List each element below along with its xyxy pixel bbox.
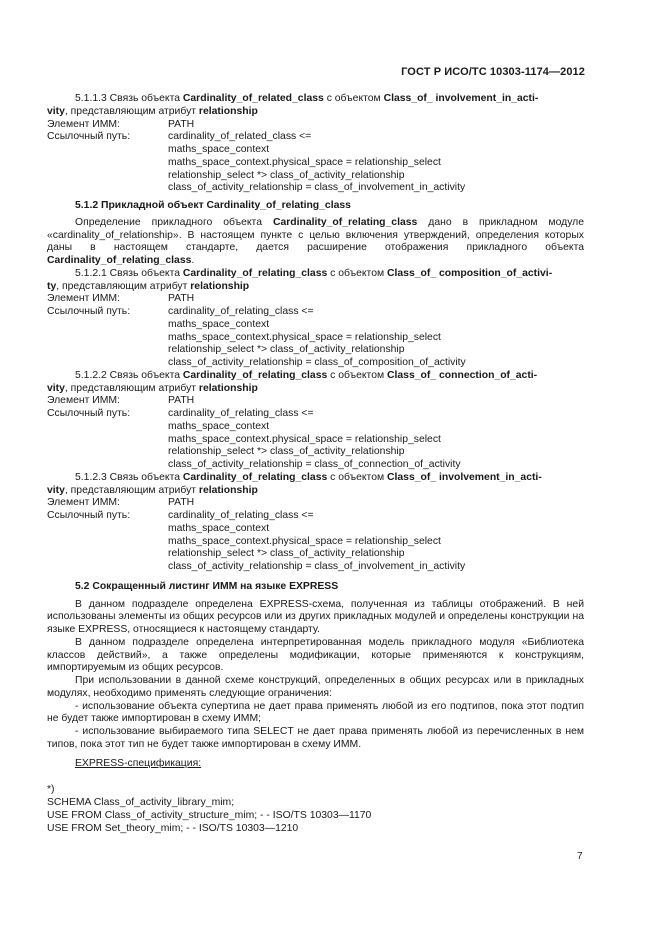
element-row [47,395,584,408]
entity-name: Cardinality_of_relating_class [182,267,328,279]
attribute-name: relationship [198,105,258,117]
clause-5-1-2-1 [47,268,584,281]
path-row [47,306,584,319]
path-line: maths_space_context [168,420,270,432]
clause-text: с объектом [327,267,388,279]
path-line: relationship_select *> class_of_activity_relationship [168,446,405,458]
section-heading-5-1-2: 5.1.2 Прикладной объект Cardinality_of_relating_class [75,200,351,211]
clause-5-1-2-3-cont [47,485,584,498]
entity-name: vity [47,484,65,496]
entity-name: Cardinality_of_relating_class [182,471,328,483]
element-label: Элемент ИММ: [47,497,120,509]
clause-text: с объектом [323,93,384,104]
path-line: relationship_select *> class_of_activity_relationship [168,169,405,181]
clause-5-1-2-3 [47,472,584,485]
path-line: maths_space_context.physical_space = relationship_select [168,156,441,168]
paragraph-5-1-2 [47,217,584,268]
entity-name: Cardinality_of_relating_class [182,369,328,381]
path-line: maths_space_context.physical_space = relationship_select [168,433,441,445]
entity-name: ty [47,280,57,292]
element-value: PATH [168,395,195,407]
entity-name: Class_of_ involvement_in_acti- [383,93,539,104]
path-line: cardinality_of_relating_class <= [168,408,314,419]
path-line: cardinality_of_relating_class <= [168,306,314,317]
code-line: USE FROM Class_of_activity_structure_mim; - - ISO/TS 10303—1170 [47,809,372,821]
path-line: class_of_activity_relationship = class_of_involvement_in_activity [168,561,466,572]
path-row [47,408,584,421]
section-heading-5-2: 5.2 Сокращенный листинг ИММ на языке EXPRESS [75,580,339,592]
entity-name: Class_of_ involvement_in_acti- [387,471,542,483]
clause-text: , представляющим атрибут [56,280,191,292]
path-line: maths_space_context.physical_space = relationship_select [168,535,441,547]
path-line: cardinality_of_related_class <= [168,131,312,143]
clause-5-1-1-3-cont [47,106,584,119]
clause-text: 5.1.1.3 Связь объекта [75,93,183,104]
code-line: USE FROM Set_theory_mim; - - ISO/TS 10303—1210 [47,822,299,834]
path-line: class_of_activity_relationship = class_of_composition_of_activity [168,357,466,368]
document-header: ГОСТ Р ИСО/ТС 10303-1174—2012 [401,66,585,78]
element-row [47,293,584,306]
clause-text: с объектом [327,471,388,483]
attribute-name: relationship [198,484,258,496]
path-line: class_of_activity_relationship = class_of_connection_of_activity [168,459,461,470]
element-row [47,119,584,132]
path-line: cardinality_of_relating_class <= [168,510,314,521]
paragraph-text: Определение прикладного объекта [75,216,273,228]
list-item: - использование выбираемого типа SELECT не дает права применять любой из перечисленных в нем типов, пока этот тип не будет также импортирован в схему ИММ. [47,726,584,750]
entity-name: Class_of_ connection_of_acti- [387,369,538,381]
path-line: relationship_select *> class_of_activity_relationship [168,548,405,560]
path-line: maths_space_context.physical_space = relationship_select [168,331,441,343]
path-row [47,131,584,144]
path-line: maths_space_context [168,318,270,330]
element-label: Элемент ИММ: [47,395,120,407]
path-row [47,510,584,523]
path-line: maths_space_context [168,522,270,534]
element-value: PATH [168,118,195,130]
spacer [47,770,584,784]
code-line: *) [47,784,55,796]
clause-5-1-1-3 [47,93,584,106]
clause-text: , представляющим атрибут [64,382,199,394]
path-label: Ссылочный путь: [47,306,131,317]
page-number: 7 [577,851,583,862]
list-item: - использование объекта супертипа не дает права применять любой из его подтипов, пока этот подтип не будет также импортирован в схему ИММ; [47,700,584,725]
paragraph-text: дано в прикладном модуле «cardinality_of_relationship». В настоящем пункте с целью включения утверждений, определения которых даны в настоящем стандарте, дается расширение отображения прикладного объекта [47,216,584,254]
path-label: Ссылочный путь: [47,131,131,143]
attribute-name: relationship [190,280,250,292]
paragraph: При использовании в данной схеме конструкций, определенных в общих ресурсах или в прикладных модулях, необходимо применять следующие ограничения: [47,675,584,699]
paragraph-text: . [191,255,195,266]
attribute-name: relationship [198,382,258,394]
element-row [47,497,584,510]
code-line: SCHEMA Class_of_activity_library_mim; [47,797,235,808]
paragraph: В данном подразделе определена EXPRESS-схема, полученная из таблицы отображений. В ней использованы элементы из общих ресурсов или из других прикладных модулей и определены конструкции на языке EXPRESS, относящиеся к настоящему стандарту. [47,598,584,635]
path-label: Ссылочный путь: [47,510,131,521]
express-spec-label: EXPRESS-спецификация: [75,757,202,769]
entity-name: Cardinality_of_relating_class [272,216,418,228]
entity-name: Cardinality_of_relating_class [47,255,192,266]
entity-name: vity [47,382,65,394]
element-value: PATH [168,497,195,509]
clause-text: , представляющим атрибут [64,484,199,496]
clause-text: 5.1.2.2 Связь объекта [75,369,183,381]
path-label: Ссылочный путь: [47,408,131,419]
clause-5-1-2-2-cont [47,383,584,396]
clause-text: с объектом [327,369,388,381]
element-label: Элемент ИММ: [47,118,120,130]
clause-text: , представляющим атрибут [64,105,199,117]
entity-name: Cardinality_of_related_class [182,93,324,104]
clause-text: 5.1.2.1 Связь объекта [75,267,183,279]
entity-name: vity [47,105,65,117]
entity-name: Class_of_ composition_of_activi- [387,267,553,279]
paragraph: В данном подразделе определена интерпретированная модель прикладного модуля «Библиотека классов действий», а также определены модификации, которые применяются к конструкциям, импортируемым из общих ресурсов. [47,636,584,674]
element-label: Элемент ИММ: [47,293,120,305]
clause-text: 5.1.2.3 Связь объекта [75,471,183,483]
path-line: relationship_select *> class_of_activity_relationship [168,344,405,356]
clause-5-1-2-2 [47,370,584,383]
path-line: maths_space_context [168,144,270,155]
clause-5-1-2-1-cont [47,281,584,294]
element-value: PATH [168,293,195,305]
path-line: class_of_activity_relationship = class_of_involvement_in_activity [168,182,466,194]
page-content [47,93,584,835]
